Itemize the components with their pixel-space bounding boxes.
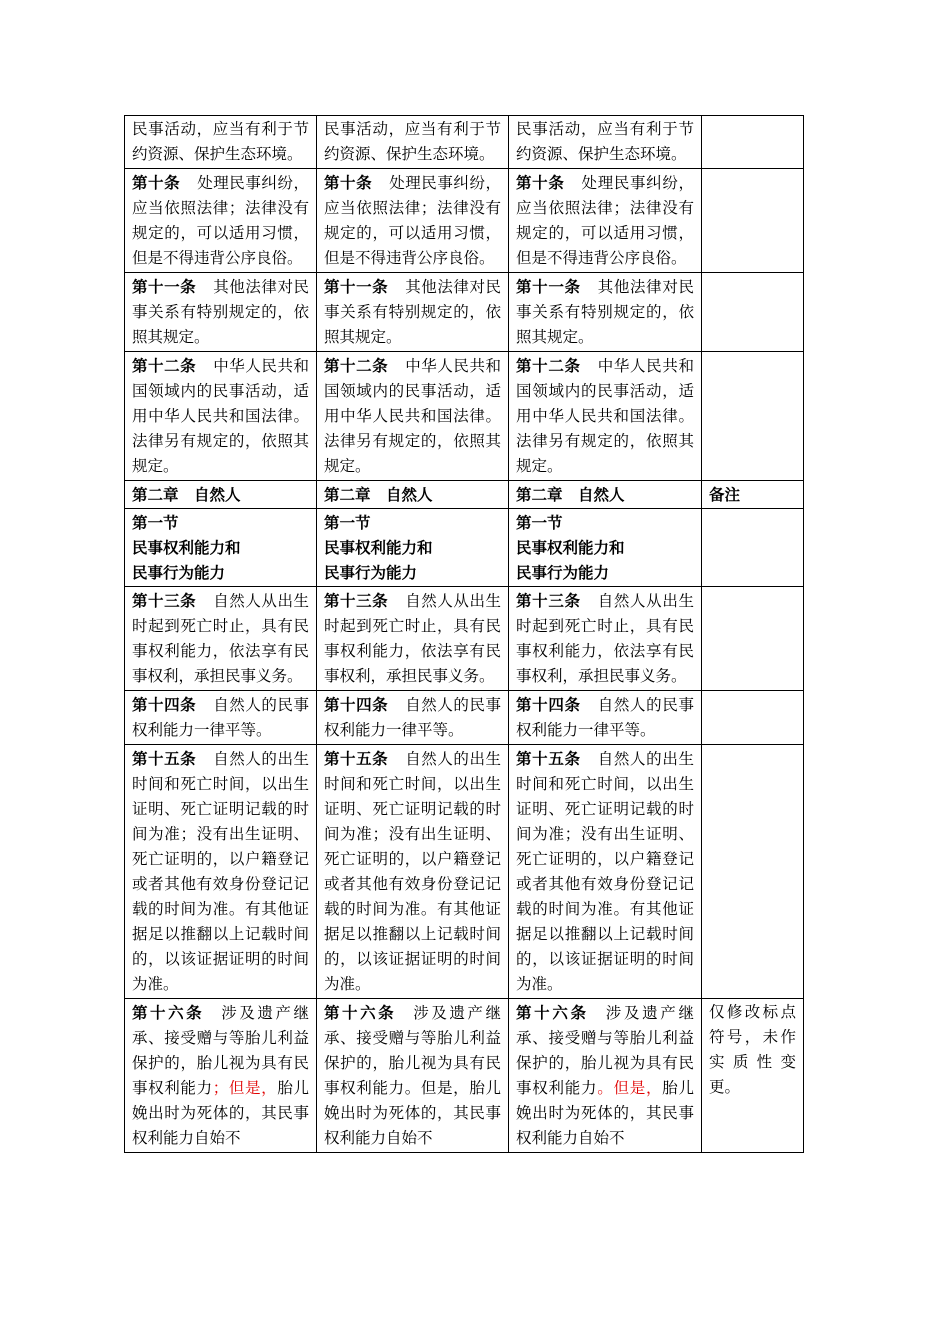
table-cell bbox=[509, 745, 702, 999]
note-cell bbox=[702, 745, 804, 999]
section-header-row bbox=[125, 509, 804, 587]
article-number: 第十五条 bbox=[132, 749, 197, 768]
table-cell: 民事活动，应当有利于节约资源、保护生态环境。 bbox=[509, 116, 702, 169]
article-text: 中华人民共和国领域内的民事活动，适用中华人民共和国法律。法律另有规定的，依照其规定。 bbox=[132, 357, 309, 475]
article-number: 第十四条 bbox=[516, 695, 581, 714]
article-text: 自然人的出生时间和死亡时间，以出生证明、死亡证明记载的时间为准；没有出生证明、死亡证明的，以户籍登记或者其他有效身份登记记载的时间为准。有其他证据足以推翻以上记载时间的，以该证据证明的时间为准。 bbox=[516, 750, 694, 993]
note-cell bbox=[702, 691, 804, 745]
article-text: 处理民事纠纷，应当依照法律；法律没有规定的，可以适用习惯，但是不得违背公序良俗。 bbox=[324, 174, 501, 267]
article-text: 自然人从出生时起到死亡时止，具有民事权利能力，依法享有民事权利，承担民事义务。 bbox=[324, 592, 501, 685]
article-text: 涉及遗产继承、接受赠与等胎儿利益保护的，胎儿视为具有民事权利能力 bbox=[516, 1004, 694, 1097]
table-row bbox=[125, 116, 804, 169]
article-text: 自然人的民事权利能力一律平等。 bbox=[324, 696, 501, 739]
note-header: 备注 bbox=[702, 481, 804, 509]
table-cell bbox=[317, 273, 509, 352]
article-number: 第十条 bbox=[132, 173, 181, 192]
table-cell bbox=[509, 169, 702, 273]
note-cell bbox=[702, 999, 804, 1153]
chapter-title: 第二章 自然人 bbox=[125, 481, 317, 509]
table-row bbox=[125, 273, 804, 352]
table-cell bbox=[125, 273, 317, 352]
table-row bbox=[125, 745, 804, 999]
note-cell bbox=[702, 169, 804, 273]
article-number: 第十四条 bbox=[324, 695, 389, 714]
article-number: 第十一条 bbox=[516, 277, 581, 296]
note-text: 仅修改标点符号，未作实质性变更。 bbox=[709, 1003, 796, 1096]
table-cell bbox=[317, 352, 509, 481]
article-text: 其他法律对民事关系有特别规定的，依照其规定。 bbox=[516, 278, 694, 346]
article-number: 第十二条 bbox=[132, 356, 197, 375]
article-number: 第十条 bbox=[324, 173, 373, 192]
article-number: 第十一条 bbox=[324, 277, 389, 296]
table-cell bbox=[125, 745, 317, 999]
note-cell bbox=[702, 352, 804, 481]
table-cell bbox=[509, 352, 702, 481]
article-number: 第十二条 bbox=[324, 356, 389, 375]
table-cell bbox=[125, 691, 317, 745]
table-cell bbox=[509, 273, 702, 352]
chapter-title: 第二章 自然人 bbox=[317, 481, 509, 509]
article-text: 胎儿娩出时为死体的，其民事权利能力自始不 bbox=[132, 1079, 309, 1147]
table-cell bbox=[125, 999, 317, 1153]
article-text: 处理民事纠纷，应当依照法律；法律没有规定的，可以适用习惯，但是不得违背公序良俗。 bbox=[516, 174, 694, 267]
article-text: 中华人民共和国领域内的民事活动，适用中华人民共和国法律。法律另有规定的，依照其规定。 bbox=[324, 357, 501, 475]
revised-text: 。但是， bbox=[597, 1079, 663, 1097]
article-number: 第十条 bbox=[516, 173, 565, 192]
article-text: 涉及遗产继承、接受赠与等胎儿利益保护的，胎儿视为具有民事权利能力。但是， bbox=[324, 1004, 501, 1097]
article-text: 处理民事纠纷，应当依照法律；法律没有规定的，可以适用习惯，但是不得违背公序良俗。 bbox=[132, 174, 309, 267]
chapter-title: 第二章 自然人 bbox=[509, 481, 702, 509]
table-cell bbox=[317, 587, 509, 691]
note-cell bbox=[702, 509, 804, 587]
table-row bbox=[125, 999, 804, 1153]
note-cell bbox=[702, 587, 804, 691]
article-number: 第十六条 bbox=[132, 1003, 205, 1022]
table-cell bbox=[125, 169, 317, 273]
section-title: 第一节 民事权利能力和 民事行为能力 bbox=[125, 509, 317, 587]
article-text: 自然人的民事权利能力一律平等。 bbox=[132, 696, 309, 739]
table-cell: 民事活动，应当有利于节约资源、保护生态环境。 bbox=[125, 116, 317, 169]
table-row bbox=[125, 587, 804, 691]
section-title: 第一节 民事权利能力和 民事行为能力 bbox=[317, 509, 509, 587]
article-text: 胎儿娩出时为死体的，其民事权利能力自始不 bbox=[516, 1079, 694, 1147]
note-cell bbox=[702, 116, 804, 169]
table-cell bbox=[317, 691, 509, 745]
article-text: 自然人从出生时起到死亡时止，具有民事权利能力，依法享有民事权利，承担民事义务。 bbox=[132, 592, 309, 685]
article-number: 第十二条 bbox=[516, 356, 581, 375]
table-row bbox=[125, 352, 804, 481]
section-title: 第一节 民事权利能力和 民事行为能力 bbox=[509, 509, 702, 587]
table-cell bbox=[317, 745, 509, 999]
note-cell bbox=[702, 273, 804, 352]
article-number: 第十六条 bbox=[324, 1003, 397, 1022]
table-cell bbox=[317, 999, 509, 1153]
article-text: 自然人的民事权利能力一律平等。 bbox=[516, 696, 694, 739]
table-row bbox=[125, 169, 804, 273]
article-number: 第十五条 bbox=[324, 749, 389, 768]
revised-text: ；但是， bbox=[212, 1079, 278, 1097]
article-number: 第十三条 bbox=[516, 591, 581, 610]
article-number: 第十三条 bbox=[132, 591, 197, 610]
article-text: 自然人的出生时间和死亡时间，以出生证明、死亡证明记载的时间为准；没有出生证明、死亡证明的，以户籍登记或者其他有效身份登记记载的时间为准。有其他证据足以推翻以上记载时间的，以该证据证明的时间为准。 bbox=[324, 750, 501, 993]
article-text: 中华人民共和国领域内的民事活动，适用中华人民共和国法律。法律另有规定的，依照其规定。 bbox=[516, 357, 694, 475]
table-cell bbox=[509, 587, 702, 691]
article-text: 自然人从出生时起到死亡时止，具有民事权利能力，依法享有民事权利，承担民事义务。 bbox=[516, 592, 694, 685]
article-text: 自然人的出生时间和死亡时间，以出生证明、死亡证明记载的时间为准；没有出生证明、死亡证明的，以户籍登记或者其他有效身份登记记载的时间为准。有其他证据足以推翻以上记载时间的，以该证据证明的时间为准。 bbox=[132, 750, 309, 993]
chapter-header-row bbox=[125, 481, 804, 509]
table-row bbox=[125, 691, 804, 745]
article-text: 胎儿娩出时为死体的，其民事权利能力自始不 bbox=[324, 1079, 501, 1147]
article-number: 第十六条 bbox=[516, 1003, 589, 1022]
article-number: 第十一条 bbox=[132, 277, 197, 296]
article-number: 第十三条 bbox=[324, 591, 389, 610]
article-text: 其他法律对民事关系有特别规定的，依照其规定。 bbox=[324, 278, 501, 346]
article-text: 涉及遗产继承、接受赠与等胎儿利益保护的，胎儿视为具有民事权利能力 bbox=[132, 1004, 309, 1097]
comparison-table bbox=[124, 115, 804, 1153]
table-cell bbox=[317, 169, 509, 273]
article-number: 第十四条 bbox=[132, 695, 197, 714]
table-cell bbox=[509, 999, 702, 1153]
table-cell: 民事活动，应当有利于节约资源、保护生态环境。 bbox=[317, 116, 509, 169]
table-cell bbox=[509, 691, 702, 745]
table-cell bbox=[125, 587, 317, 691]
table-cell bbox=[125, 352, 317, 481]
article-text: 其他法律对民事关系有特别规定的，依照其规定。 bbox=[132, 278, 309, 346]
article-number: 第十五条 bbox=[516, 749, 581, 768]
